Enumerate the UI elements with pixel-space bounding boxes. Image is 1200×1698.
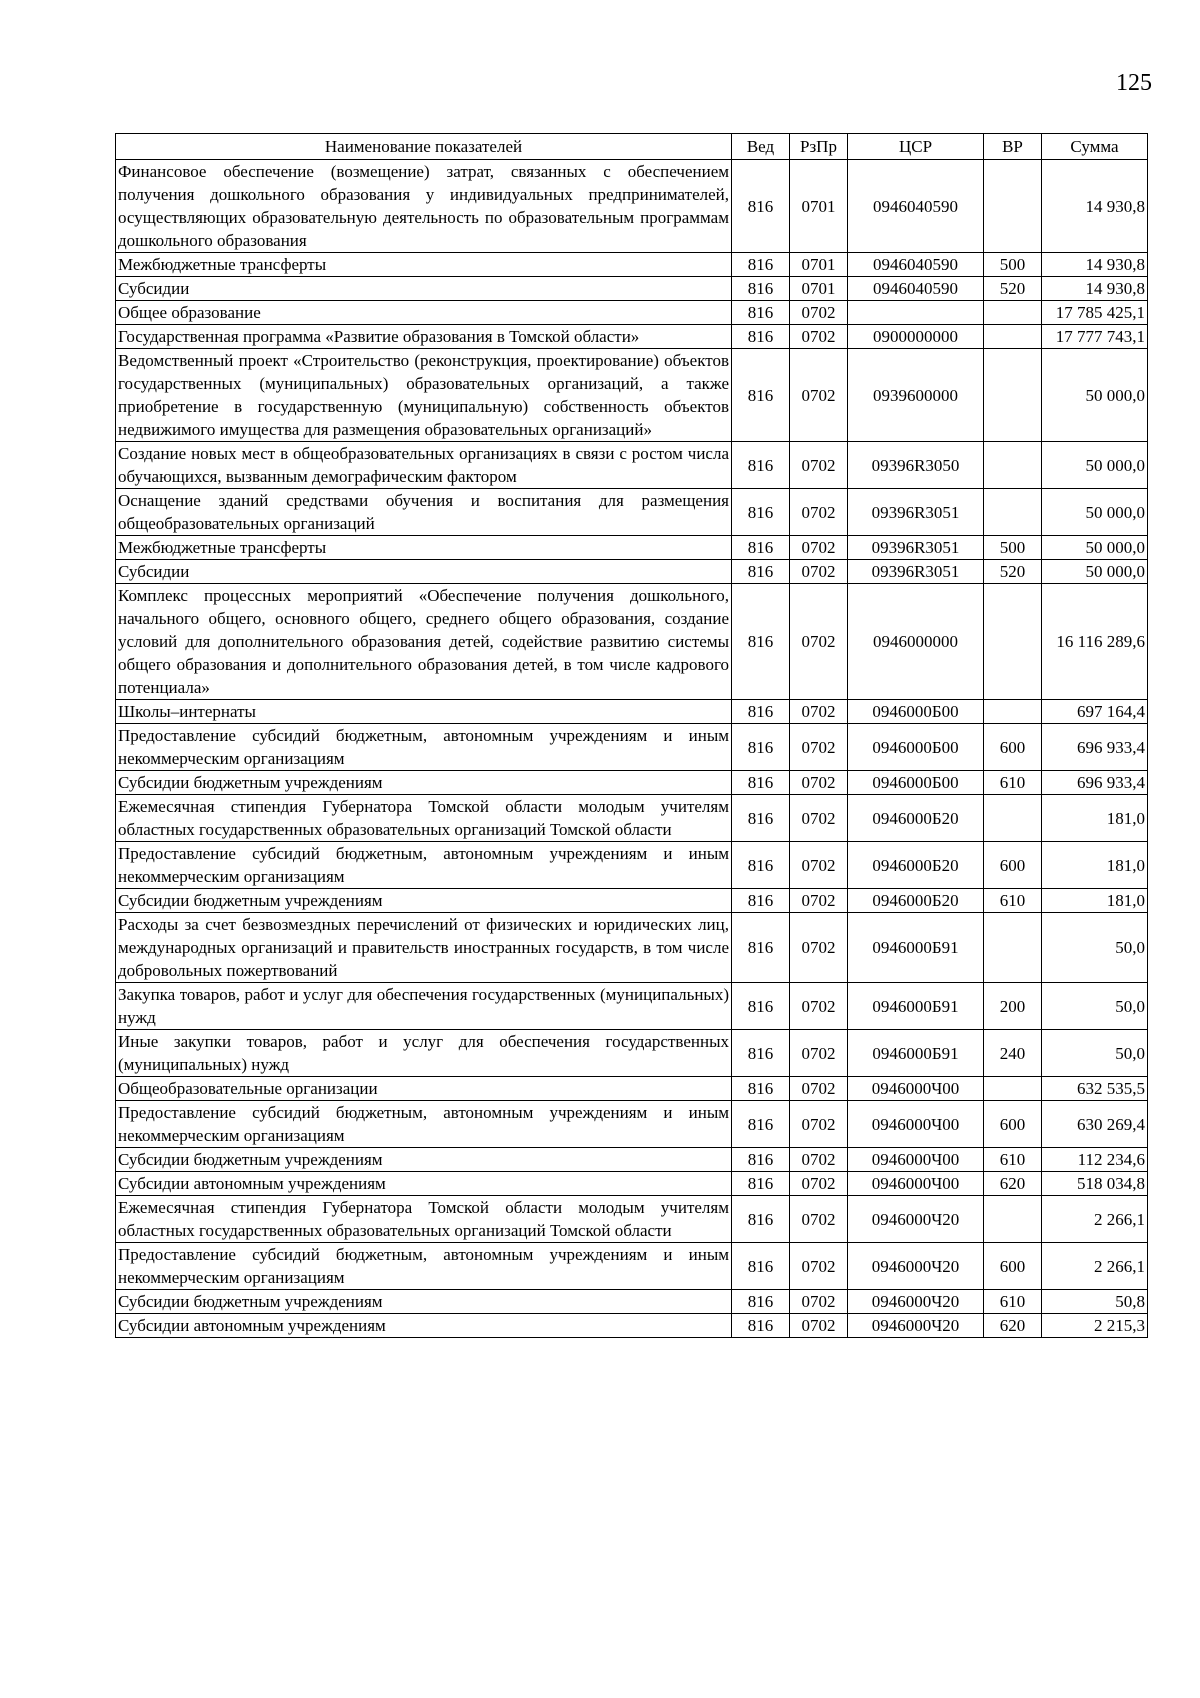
cell-sum: 17 777 743,1 [1042, 325, 1148, 349]
cell-rzpr: 0702 [790, 536, 848, 560]
cell-sum: 50 000,0 [1042, 560, 1148, 584]
cell-sum: 181,0 [1042, 842, 1148, 889]
cell-rzpr: 0702 [790, 1077, 848, 1101]
cell-vr: 610 [984, 771, 1042, 795]
cell-sum: 518 034,8 [1042, 1172, 1148, 1196]
cell-vr [984, 301, 1042, 325]
cell-csr: 0946000Ч20 [848, 1290, 984, 1314]
cell-csr: 0946000Б91 [848, 1030, 984, 1077]
cell-ved: 816 [732, 1077, 790, 1101]
cell-name: Ежемесячная стипендия Губернатора Томской области молодым учителям областных государственных образовательных организаций Томской области [116, 1196, 732, 1243]
table-row [116, 301, 1148, 325]
cell-rzpr: 0702 [790, 1314, 848, 1338]
cell-ved: 816 [732, 1196, 790, 1243]
cell-csr: 0946040590 [848, 277, 984, 301]
cell-vr [984, 442, 1042, 489]
cell-ved: 816 [732, 889, 790, 913]
cell-rzpr: 0702 [790, 1148, 848, 1172]
cell-name: Субсидии [116, 277, 732, 301]
cell-name: Субсидии бюджетным учреждениям [116, 1290, 732, 1314]
cell-csr: 0946000Б00 [848, 771, 984, 795]
cell-vr: 600 [984, 1101, 1042, 1148]
header-vr: ВР [984, 134, 1042, 160]
cell-rzpr: 0702 [790, 795, 848, 842]
cell-sum: 50,0 [1042, 983, 1148, 1030]
cell-rzpr: 0701 [790, 277, 848, 301]
cell-sum: 697 164,4 [1042, 700, 1148, 724]
table-row [116, 983, 1148, 1030]
cell-ved: 816 [732, 1243, 790, 1290]
cell-ved: 816 [732, 277, 790, 301]
cell-rzpr: 0702 [790, 560, 848, 584]
cell-ved: 816 [732, 795, 790, 842]
header-ved: Вед [732, 134, 790, 160]
cell-sum: 696 933,4 [1042, 771, 1148, 795]
cell-ved: 816 [732, 536, 790, 560]
cell-sum: 50,8 [1042, 1290, 1148, 1314]
cell-csr: 09396R3051 [848, 536, 984, 560]
cell-rzpr: 0701 [790, 253, 848, 277]
cell-ved: 816 [732, 700, 790, 724]
cell-name: Предоставление субсидий бюджетным, автономным учреждениям и иным некоммерческим организациям [116, 842, 732, 889]
cell-ved: 816 [732, 913, 790, 983]
table-row [116, 1030, 1148, 1077]
cell-sum: 2 215,3 [1042, 1314, 1148, 1338]
cell-vr: 520 [984, 560, 1042, 584]
cell-rzpr: 0702 [790, 842, 848, 889]
cell-rzpr: 0701 [790, 160, 848, 253]
cell-sum: 181,0 [1042, 889, 1148, 913]
cell-rzpr: 0702 [790, 349, 848, 442]
cell-vr [984, 1077, 1042, 1101]
budget-table [115, 133, 1148, 1338]
cell-rzpr: 0702 [790, 1030, 848, 1077]
cell-csr: 0946000Б20 [848, 795, 984, 842]
cell-ved: 816 [732, 584, 790, 700]
cell-sum: 632 535,5 [1042, 1077, 1148, 1101]
cell-csr: 0946000Б00 [848, 700, 984, 724]
cell-vr: 600 [984, 724, 1042, 771]
cell-vr [984, 489, 1042, 536]
cell-ved: 816 [732, 253, 790, 277]
table-row [116, 1196, 1148, 1243]
cell-ved: 816 [732, 983, 790, 1030]
cell-rzpr: 0702 [790, 584, 848, 700]
cell-ved: 816 [732, 771, 790, 795]
table-row [116, 560, 1148, 584]
cell-rzpr: 0702 [790, 489, 848, 536]
cell-csr: 0939600000 [848, 349, 984, 442]
cell-name: Межбюджетные трансферты [116, 536, 732, 560]
cell-csr: 0946040590 [848, 253, 984, 277]
cell-csr: 0946000Ч00 [848, 1172, 984, 1196]
cell-csr: 09396R3051 [848, 560, 984, 584]
cell-ved: 816 [732, 560, 790, 584]
cell-csr: 0946000Б91 [848, 983, 984, 1030]
cell-sum: 2 266,1 [1042, 1243, 1148, 1290]
cell-sum: 630 269,4 [1042, 1101, 1148, 1148]
cell-vr: 500 [984, 253, 1042, 277]
cell-name: Общее образование [116, 301, 732, 325]
cell-ved: 816 [732, 1290, 790, 1314]
cell-sum: 2 266,1 [1042, 1196, 1148, 1243]
table-row [116, 584, 1148, 700]
table-row [116, 1077, 1148, 1101]
cell-name: Расходы за счет безвозмездных перечислений от физических и юридических лиц, международных организаций и правительств иностранных государств, в том числе добровольных пожертвований [116, 913, 732, 983]
cell-vr: 500 [984, 536, 1042, 560]
table-body [116, 160, 1148, 1338]
cell-csr: 0946000Б91 [848, 913, 984, 983]
cell-vr: 200 [984, 983, 1042, 1030]
cell-ved: 816 [732, 301, 790, 325]
header-rzpr: РзПр [790, 134, 848, 160]
cell-rzpr: 0702 [790, 889, 848, 913]
cell-vr: 240 [984, 1030, 1042, 1077]
cell-rzpr: 0702 [790, 1290, 848, 1314]
table-row [116, 771, 1148, 795]
cell-vr: 600 [984, 842, 1042, 889]
cell-ved: 816 [732, 1030, 790, 1077]
cell-name: Создание новых мест в общеобразовательных организациях в связи с ростом числа обучающихся, вызванным демографическим фактором [116, 442, 732, 489]
cell-rzpr: 0702 [790, 983, 848, 1030]
cell-vr [984, 160, 1042, 253]
header-name: Наименование показателей [116, 134, 732, 160]
table-row [116, 889, 1148, 913]
cell-sum: 14 930,8 [1042, 160, 1148, 253]
table-row [116, 325, 1148, 349]
table-row [116, 160, 1148, 253]
cell-rzpr: 0702 [790, 913, 848, 983]
cell-name: Межбюджетные трансферты [116, 253, 732, 277]
table-row [116, 1290, 1148, 1314]
cell-vr [984, 584, 1042, 700]
cell-csr: 0946000Ч00 [848, 1101, 984, 1148]
cell-csr: 0946000Ч20 [848, 1314, 984, 1338]
cell-rzpr: 0702 [790, 301, 848, 325]
cell-rzpr: 0702 [790, 1243, 848, 1290]
cell-sum: 17 785 425,1 [1042, 301, 1148, 325]
cell-csr: 0946000000 [848, 584, 984, 700]
cell-sum: 50 000,0 [1042, 489, 1148, 536]
table-row [116, 489, 1148, 536]
cell-rzpr: 0702 [790, 1196, 848, 1243]
cell-vr: 620 [984, 1172, 1042, 1196]
cell-ved: 816 [732, 842, 790, 889]
cell-vr: 620 [984, 1314, 1042, 1338]
cell-name: Предоставление субсидий бюджетным, автономным учреждениям и иным некоммерческим организациям [116, 1101, 732, 1148]
cell-vr [984, 349, 1042, 442]
cell-name: Субсидии бюджетным учреждениям [116, 889, 732, 913]
cell-ved: 816 [732, 325, 790, 349]
cell-vr [984, 795, 1042, 842]
cell-name: Ежемесячная стипендия Губернатора Томской области молодым учителям областных государственных образовательных организаций Томской области [116, 795, 732, 842]
cell-sum: 50,0 [1042, 1030, 1148, 1077]
cell-ved: 816 [732, 160, 790, 253]
cell-vr [984, 700, 1042, 724]
cell-sum: 14 930,8 [1042, 277, 1148, 301]
table-header-row [116, 134, 1148, 160]
cell-sum: 50,0 [1042, 913, 1148, 983]
cell-csr: 0946000Ч20 [848, 1196, 984, 1243]
table-row [116, 842, 1148, 889]
cell-vr [984, 913, 1042, 983]
cell-name: Оснащение зданий средствами обучения и воспитания для размещения общеобразовательных организаций [116, 489, 732, 536]
table-row [116, 277, 1148, 301]
cell-name: Предоставление субсидий бюджетным, автономным учреждениям и иным некоммерческим организациям [116, 724, 732, 771]
cell-name: Общеобразовательные организации [116, 1077, 732, 1101]
header-csr: ЦСР [848, 134, 984, 160]
cell-csr: 0946040590 [848, 160, 984, 253]
table-row [116, 1101, 1148, 1148]
cell-sum: 50 000,0 [1042, 349, 1148, 442]
cell-csr: 0946000Ч20 [848, 1243, 984, 1290]
cell-csr: 09396R3050 [848, 442, 984, 489]
cell-ved: 816 [732, 724, 790, 771]
table-row [116, 913, 1148, 983]
cell-csr: 0946000Ч00 [848, 1148, 984, 1172]
cell-name: Предоставление субсидий бюджетным, автономным учреждениям и иным некоммерческим организациям [116, 1243, 732, 1290]
cell-sum: 696 933,4 [1042, 724, 1148, 771]
cell-csr: 09396R3051 [848, 489, 984, 536]
table-row [116, 1243, 1148, 1290]
cell-name: Субсидии [116, 560, 732, 584]
cell-name: Государственная программа «Развитие образования в Томской области» [116, 325, 732, 349]
table-row [116, 724, 1148, 771]
cell-ved: 816 [732, 1101, 790, 1148]
cell-vr: 610 [984, 1148, 1042, 1172]
cell-ved: 816 [732, 489, 790, 536]
table-row [116, 253, 1148, 277]
table-row [116, 536, 1148, 560]
cell-sum: 14 930,8 [1042, 253, 1148, 277]
cell-name: Финансовое обеспечение (возмещение) затрат, связанных с обеспечением получения дошкольного образования у индивидуальных предпринимателей, осуществляющих образовательную деятельность по образовательным программам дошкольного образования [116, 160, 732, 253]
cell-vr: 610 [984, 1290, 1042, 1314]
cell-ved: 816 [732, 349, 790, 442]
page-number: 125 [1116, 70, 1152, 96]
cell-sum: 50 000,0 [1042, 442, 1148, 489]
cell-ved: 816 [732, 1172, 790, 1196]
cell-rzpr: 0702 [790, 700, 848, 724]
cell-csr: 0946000Б00 [848, 724, 984, 771]
cell-csr [848, 301, 984, 325]
cell-sum: 181,0 [1042, 795, 1148, 842]
table-row [116, 1148, 1148, 1172]
table-row [116, 795, 1148, 842]
header-sum: Сумма [1042, 134, 1148, 160]
cell-name: Субсидии бюджетным учреждениям [116, 771, 732, 795]
cell-sum: 50 000,0 [1042, 536, 1148, 560]
table-row [116, 349, 1148, 442]
cell-rzpr: 0702 [790, 724, 848, 771]
cell-rzpr: 0702 [790, 771, 848, 795]
cell-name: Иные закупки товаров, работ и услуг для обеспечения государственных (муниципальных) нужд [116, 1030, 732, 1077]
cell-ved: 816 [732, 442, 790, 489]
cell-sum: 112 234,6 [1042, 1148, 1148, 1172]
cell-name: Ведомственный проект «Строительство (реконструкция, проектирование) объектов государственных (муниципальных) образовательных организаций, а также приобретение в государственную (муниципальную) собственность объектов недвижимого имущества для размещения образовательных организаций» [116, 349, 732, 442]
cell-name: Субсидии бюджетным учреждениям [116, 1148, 732, 1172]
cell-vr [984, 1196, 1042, 1243]
table-row [116, 1172, 1148, 1196]
cell-csr: 0946000Ч00 [848, 1077, 984, 1101]
cell-vr [984, 325, 1042, 349]
cell-rzpr: 0702 [790, 442, 848, 489]
cell-ved: 816 [732, 1314, 790, 1338]
table-row [116, 700, 1148, 724]
cell-name: Субсидии автономным учреждениям [116, 1172, 732, 1196]
cell-ved: 816 [732, 1148, 790, 1172]
cell-name: Закупка товаров, работ и услуг для обеспечения государственных (муниципальных) нужд [116, 983, 732, 1030]
cell-vr: 600 [984, 1243, 1042, 1290]
cell-csr: 0946000Б20 [848, 889, 984, 913]
cell-rzpr: 0702 [790, 1101, 848, 1148]
cell-vr: 520 [984, 277, 1042, 301]
cell-vr: 610 [984, 889, 1042, 913]
cell-csr: 0946000Б20 [848, 842, 984, 889]
cell-csr: 0900000000 [848, 325, 984, 349]
table-row [116, 442, 1148, 489]
cell-name: Комплекс процессных мероприятий «Обеспечение получения дошкольного, начального общего, основного общего, среднего общего образования, создание условий для дополнительного образования детей, содействие развитию системы общего образования и дополнительного образования детей, в том числе кадрового потенциала» [116, 584, 732, 700]
cell-sum: 16 116 289,6 [1042, 584, 1148, 700]
cell-name: Школы–интернаты [116, 700, 732, 724]
table-row [116, 1314, 1148, 1338]
cell-name: Субсидии автономным учреждениям [116, 1314, 732, 1338]
cell-rzpr: 0702 [790, 325, 848, 349]
cell-rzpr: 0702 [790, 1172, 848, 1196]
